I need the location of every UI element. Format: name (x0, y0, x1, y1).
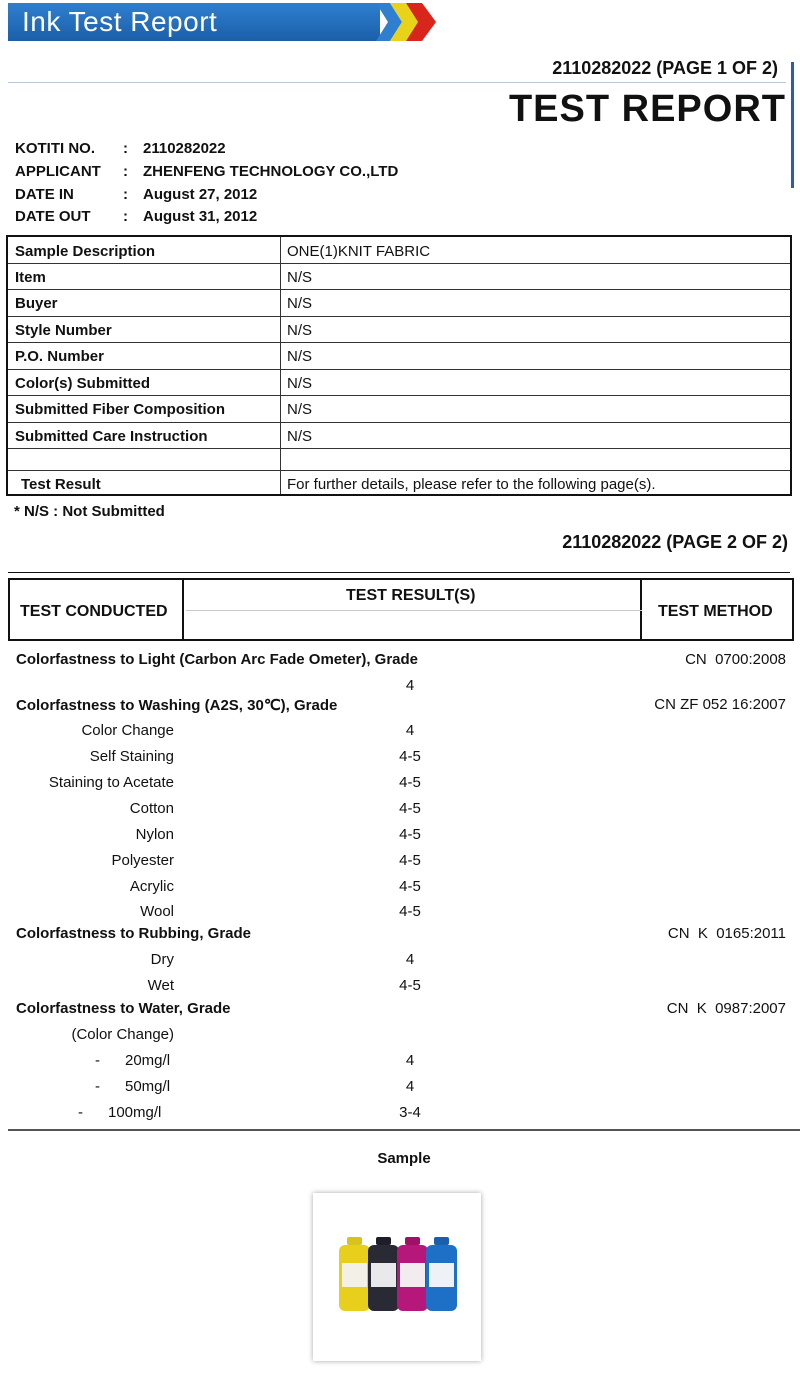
header-test-method: TEST METHOD (658, 603, 773, 620)
meta-key: APPLICANT (15, 163, 101, 180)
report-title: TEST REPORT (508, 88, 786, 130)
results-header-divider (182, 580, 184, 639)
washing-row-grade: 4-5 (399, 826, 421, 843)
header-divider (8, 82, 786, 83)
washing-row-label: Wool (140, 903, 174, 920)
rubbing-row-grade: 4-5 (399, 977, 421, 994)
summary-value: N/S (287, 322, 313, 339)
rubbing-row-grade: 4 (405, 951, 415, 968)
washing-row-label: Color Change (81, 722, 174, 739)
results-bottom-rule (8, 1129, 800, 1131)
summary-value: N/S (287, 269, 313, 286)
meta-colon: : (123, 163, 128, 180)
page1-reference: 2110282022 (PAGE 1 OF 2) (552, 58, 778, 78)
summary-value: N/S (287, 428, 313, 445)
summary-key: Color(s) Submitted (15, 375, 150, 392)
washing-row-grade: 4 (405, 722, 415, 739)
table-row (8, 396, 790, 423)
water-row-concentration: 20mg/l (125, 1052, 171, 1069)
water-row-concentration: 100mg/l (108, 1104, 162, 1121)
water-row-grade: 4 (405, 1078, 415, 1095)
chevron-arrows-icon (376, 3, 438, 41)
section-light-method: CN 0700:2008 (685, 651, 786, 668)
water-row-grade: 3-4 (399, 1104, 421, 1121)
section-light-grade: 4 (405, 677, 415, 694)
meta-colon: : (123, 186, 128, 203)
section-light-title: Colorfastness to Light (Carbon Arc Fade Ometer), Grade (16, 651, 419, 668)
sample-label: Sample (377, 1150, 431, 1167)
header-test-results: TEST RESULT(S) (346, 587, 476, 604)
washing-row-label: Nylon (135, 826, 174, 843)
section-washing-method: CN ZF 052 16:2007 (654, 696, 786, 713)
results-header (8, 578, 794, 641)
summary-key: Submitted Fiber Composition (15, 401, 225, 418)
washing-row-label: Acrylic (129, 878, 174, 895)
page2-reference: 2110282022 (PAGE 2 OF 2) (562, 532, 788, 552)
table-row (8, 317, 790, 343)
summary-key: Buyer (15, 295, 58, 312)
washing-row-grade: 4-5 (399, 903, 421, 920)
water-row-dash: - (95, 1078, 100, 1095)
summary-table (6, 235, 792, 496)
water-subtitle: (Color Change) (71, 1026, 174, 1043)
table-row (8, 237, 790, 264)
meta-value: 2110282022 (143, 140, 226, 157)
table-row (8, 449, 790, 471)
header-test-conducted: TEST CONDUCTED (20, 603, 168, 620)
header-banner (8, 3, 380, 41)
meta-key: DATE OUT (15, 208, 91, 225)
table-row (8, 264, 790, 290)
washing-row-grade: 4-5 (399, 748, 421, 765)
summary-value: ONE(1)KNIT FABRIC (287, 243, 431, 260)
summary-key: Sample Description (15, 243, 156, 260)
section-water-method: CN K 0987:2007 (666, 1000, 786, 1017)
ink-bottles-image (313, 1193, 481, 1361)
summary-value: N/S (287, 348, 313, 365)
washing-row-label: Staining to Acetate (48, 774, 174, 791)
summary-key: Test Result (21, 476, 101, 493)
rubbing-row-label: Dry (150, 951, 174, 968)
meta-value: ZHENFENG TECHNOLOGY CO.,LTD (143, 163, 399, 180)
washing-row-grade: 4-5 (399, 800, 421, 817)
water-row-concentration: 50mg/l (125, 1078, 171, 1095)
summary-key: Item (15, 269, 46, 286)
meta-value: August 27, 2012 (143, 186, 258, 203)
sample-photo (313, 1193, 481, 1361)
meta-colon: : (123, 208, 128, 225)
results-top-rule (8, 572, 790, 573)
rubbing-row-label: Wet (147, 977, 174, 994)
section-washing-title: Colorfastness to Washing (A2S, 30℃), Grade (16, 697, 338, 714)
meta-key: DATE IN (15, 186, 74, 203)
water-row-grade: 4 (405, 1052, 415, 1069)
meta-key: KOTITI NO. (15, 140, 95, 157)
meta-value: August 31, 2012 (143, 208, 258, 225)
footnote: * N/S : Not Submitted (14, 503, 165, 520)
water-row-dash: - (78, 1104, 83, 1121)
summary-value: N/S (287, 295, 313, 312)
meta-colon: : (123, 140, 128, 157)
washing-row-grade: 4-5 (399, 852, 421, 869)
summary-key: Style Number (15, 322, 112, 339)
side-accent-line (791, 62, 794, 188)
section-rubbing-method: CN K 0165:2011 (667, 925, 786, 942)
table-row (8, 343, 790, 370)
summary-value: N/S (287, 375, 313, 392)
table-row (8, 471, 790, 494)
washing-row-label: Cotton (129, 800, 174, 817)
table-row (8, 423, 790, 449)
summary-value: N/S (287, 401, 313, 418)
section-rubbing-title: Colorfastness to Rubbing, Grade (16, 925, 252, 942)
summary-key: Submitted Care Instruction (15, 428, 208, 445)
table-row (8, 290, 790, 317)
section-water-title: Colorfastness to Water, Grade (16, 1000, 231, 1017)
washing-row-grade: 4-5 (399, 774, 421, 791)
table-row (8, 370, 790, 396)
summary-value: For further details, please refer to the following page(s). (287, 476, 656, 493)
washing-row-grade: 4-5 (399, 878, 421, 895)
summary-key: P.O. Number (15, 348, 104, 365)
washing-row-label: Polyester (111, 852, 174, 869)
results-header-inner-rule (186, 610, 642, 611)
banner-title: Ink Test Report (22, 6, 218, 37)
water-row-dash: - (95, 1052, 100, 1069)
washing-row-label: Self Staining (89, 748, 174, 765)
